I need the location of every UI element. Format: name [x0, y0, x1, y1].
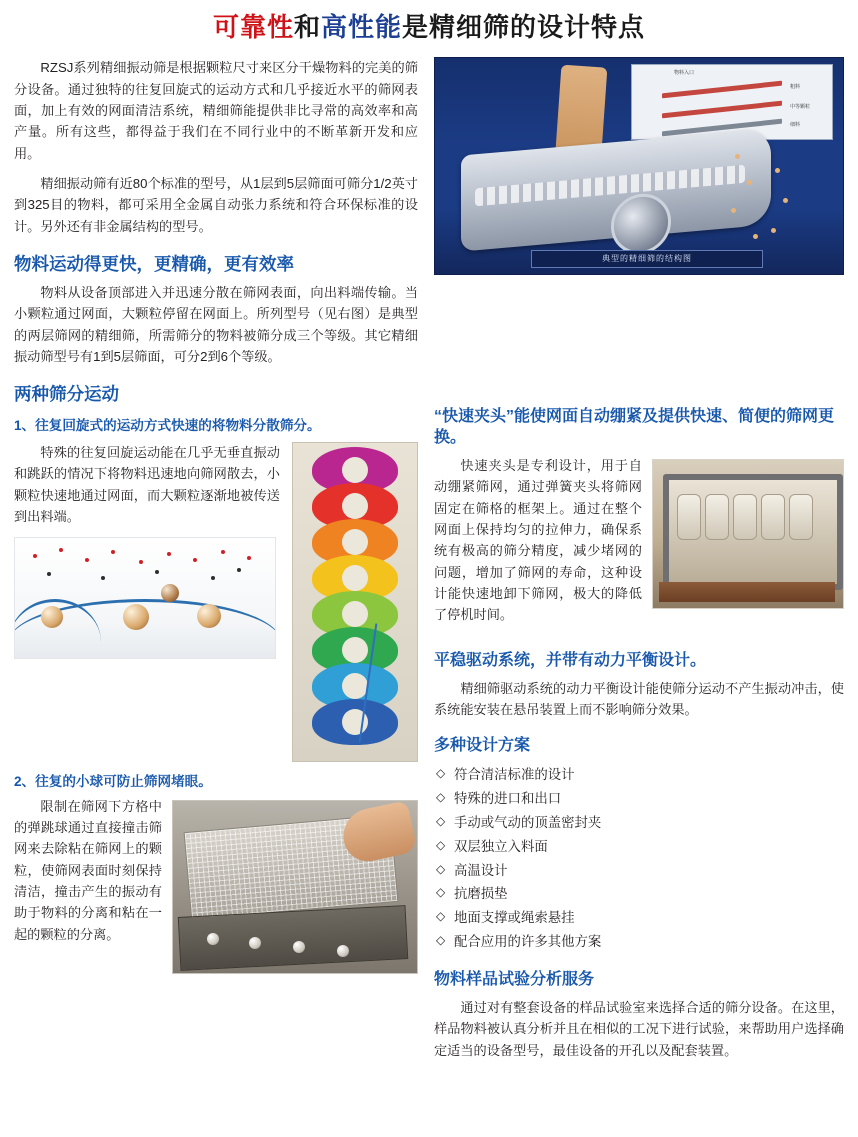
inset-deck-1	[662, 81, 782, 99]
intro-text-block	[14, 57, 418, 973]
motion-item-2-text: 限制在筛网下方格中的弹跳球通过直接撞击筛网来去除粘在筛网上的颗粒，使筛网表面时刻保持清洁，撞击产生的振动有助于物料的分离和粘在一起的颗粒的分离。	[14, 798, 162, 942]
inset-deck-2	[662, 101, 782, 119]
material-flow-illustration	[292, 442, 418, 762]
machine-diagram-inset	[631, 64, 833, 140]
inset-label-mid: 中等颗粒	[790, 104, 811, 111]
bouncing-balls-illustration	[14, 537, 276, 659]
motion-item-2-row	[14, 796, 418, 974]
section-service-text: 通过对有整套设备的样品试验室来选择合适的筛分设备。在这里，样品物料被认真分析并且在相似的工况下进行试验，来帮助用户选择确定适当的设备型号，最佳设备的开孔以及配套装置。	[434, 999, 844, 1058]
section-clamp-heading: “快速夹头”能使网面自动绷紧及提供快速、简便的筛网更换。	[434, 408, 835, 446]
list-item: ◇ 符合清洁标准的设计	[434, 763, 844, 787]
list-item: ◇ 地面支撑或绳索悬挂	[434, 906, 844, 930]
inset-label-fine: 细料	[790, 122, 801, 129]
clamp-base	[659, 582, 835, 602]
page-title	[14, 12, 844, 43]
design-options-list	[434, 763, 844, 954]
motion-item-1-row	[14, 442, 418, 762]
machine-diagram	[434, 57, 844, 275]
list-item: ◇ 配合应用的许多其他方案	[434, 930, 844, 954]
page-title-part-2: 和	[293, 12, 321, 42]
page-title-part-4: 是精细筛的设计特点	[402, 12, 646, 42]
intro-paragraph-1: RZSJ系列精细振动筛是根据颗粒尺寸来区分干燥物料的完美的筛分设备。通过独特的往复回旋式的运动方式和几乎接近水平的筛网表面，加上有效的网面清洁系统，精细筛能提供非比寻常的高效率和高产量。所有这些，都得益于我们在不同行业中的不断革新开发和应用。	[14, 60, 418, 161]
section-drive-heading: 平稳驱动系统，并带有动力平衡设计。	[434, 651, 707, 669]
list-item: ◇ 高温设计	[434, 859, 844, 883]
inset-label-feed: 物料入口	[674, 70, 695, 77]
intro-row	[14, 57, 844, 1070]
brochure-page	[0, 12, 858, 1137]
motion-item-1-title: 1、往复回旋式的运动方式快速的将物料分散筛分。	[14, 418, 321, 434]
section-speed-paragraph: 物料从设备顶部进入并迅速分散在筛网表面，向出料端传输。当小颗粒通过网面，大颗粒停留在网面上。所列型号（见右图）是典型的两层筛网的精细筛，所需筛分的物料被筛分成三个等级。其它精细振动筛型号有1到5层筛面，可分2到6个等级。	[14, 284, 418, 365]
quick-clamp-photo	[652, 459, 844, 609]
section-drive-text: 精细筛驱动系统的动力平衡设计能使筛分运动不产生振动冲击，使系统能安装在悬吊装置上而不影响筛分效果。	[434, 680, 844, 717]
section-clamp-row	[434, 455, 844, 635]
section-speed-heading: 物料运动得更快，更精确，更有效率	[14, 254, 294, 275]
page-title-part-3: 高性能	[321, 12, 403, 42]
right-column	[434, 57, 844, 1070]
intro-paragraph-2: 精细振动筛有近80个标准的型号，从1层到5层筛面可筛分1/2英寸到325目的物料，都可采用全金属自动张力系统和符合环保标准的设计。另外还有非金属结构的型号。	[14, 176, 418, 234]
list-item: ◇ 手动或气动的顶盖密封夹	[434, 811, 844, 835]
list-item: ◇ 抗磨损垫	[434, 882, 844, 906]
inset-label-coarse: 粗料	[790, 84, 801, 91]
screen-deck-photo	[172, 800, 418, 974]
machine-diagram-caption: 典型的精细筛的结构图	[531, 250, 763, 268]
list-item: ◇ 特殊的进口和出口	[434, 787, 844, 811]
motion-item-1-text-col	[14, 442, 280, 660]
page-title-part-1: 可靠性	[212, 12, 294, 42]
motion-item-2-title: 2、往复的小球可防止筛网堵眼。	[14, 773, 212, 789]
section-service-heading: 物料样品试验分析服务	[434, 971, 595, 988]
section-motion-heading: 两种筛分运动	[14, 384, 119, 405]
list-item: ◇ 双层独立入料面	[434, 835, 844, 859]
motion-item-1-text: 特殊的往复回旋运动能在几乎无垂直振动和跳跃的情况下将物料迅速地向筛网散去，小颗粒快速地通过网面，而大颗粒逐渐地被传送到出料端。	[14, 444, 280, 525]
section-clamp-text: 快速夹头是专利设计，用于自动绷紧筛网，通过弹簧夹头将筛网固定在筛格的框架上。通过在整个网面上保持均匀的拉伸力，确保系统有极高的筛分精度，减少堵网的问题，增加了筛网的寿命，这种设计能快速地卸下筛网，极大的降低了停机时间。	[434, 457, 642, 623]
section-designs-heading: 多种设计方案	[434, 737, 531, 755]
